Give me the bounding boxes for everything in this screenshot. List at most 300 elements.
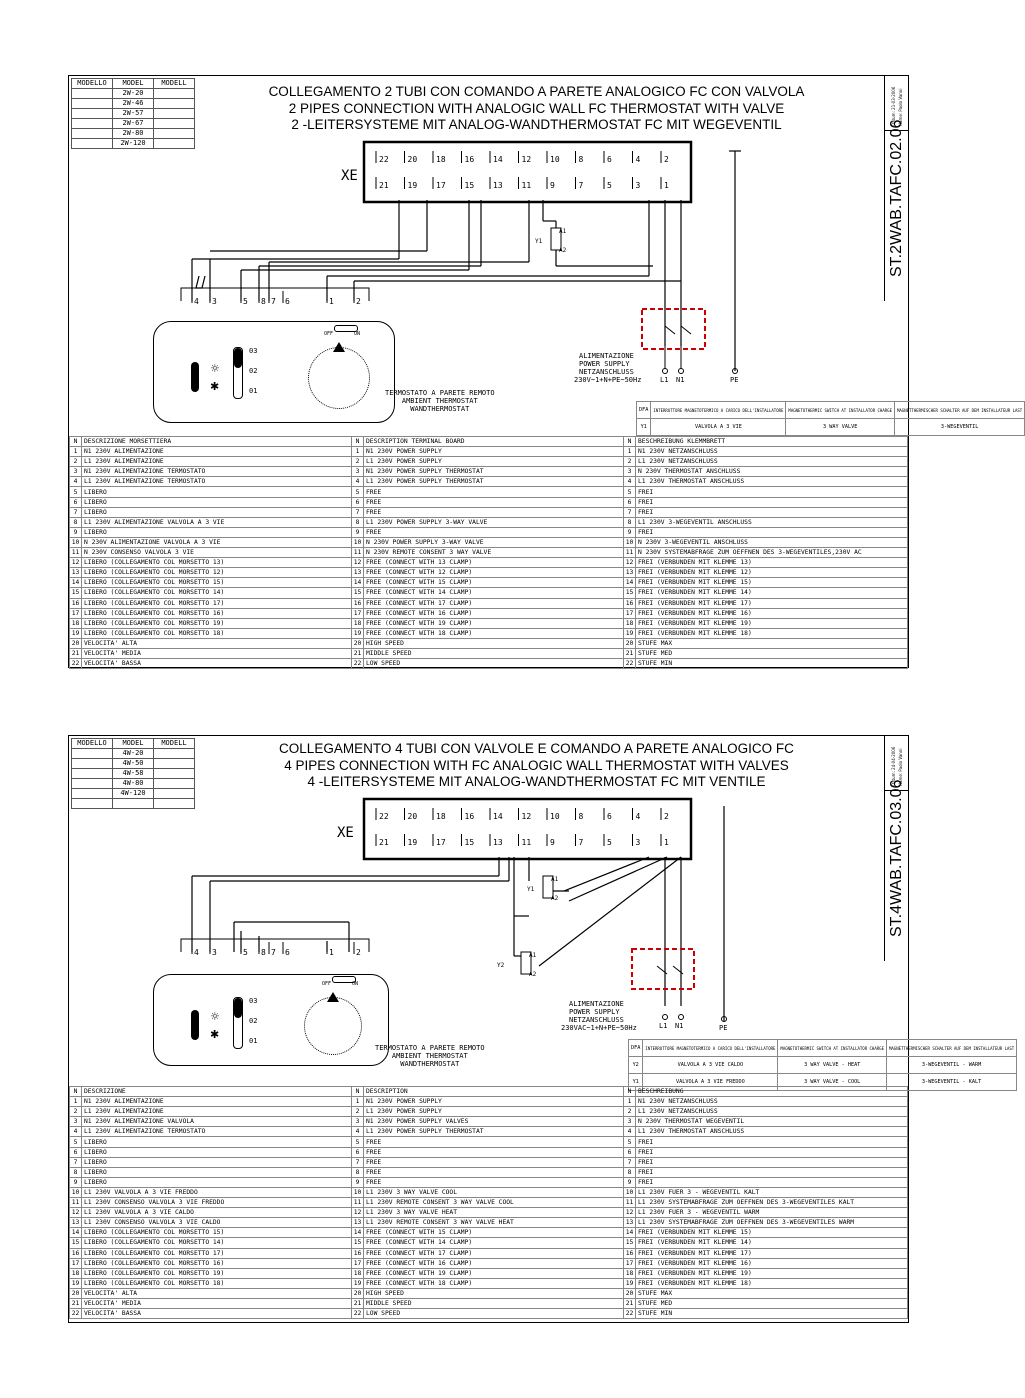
terminal-number-cell: 14 bbox=[352, 1228, 364, 1238]
description-cell: FREI bbox=[636, 1167, 908, 1177]
terminal-number: 20 bbox=[407, 812, 418, 821]
description-cell: L1 230V 3-WEGEVENTIL ANSCHLUSS bbox=[636, 517, 908, 527]
xe-label: XE bbox=[341, 168, 358, 184]
switch-head: INTERRUTTORE MAGNETOTERMICO A CARICO DELL'INSTALLATORE bbox=[643, 1040, 778, 1057]
description-cell: FREE (CONNECT WITH 19 CLAMP) bbox=[364, 618, 624, 628]
terminal-number: 18 bbox=[436, 812, 446, 821]
table-row bbox=[70, 477, 908, 487]
terminal-number: 3 bbox=[635, 181, 641, 190]
terminal-number-cell: 17 bbox=[624, 1258, 636, 1268]
description-cell: L1 230V REMOTE CONSENT 3 WAY VALVE COOL bbox=[364, 1198, 624, 1208]
dial-on: ON bbox=[354, 331, 361, 337]
column-header: DESCRIPTION bbox=[364, 1087, 624, 1097]
description-cell: VELOCITA' BASSA bbox=[82, 659, 352, 669]
description-cell: N 230V THERMOSTAT ANSCHLUSS bbox=[636, 467, 908, 477]
table-row bbox=[70, 1298, 908, 1308]
description-cell: STUFE MED bbox=[636, 1298, 908, 1308]
terminal-number-cell: 17 bbox=[352, 608, 364, 618]
dial-off: OFF bbox=[322, 981, 332, 987]
terminal-number-cell: 19 bbox=[624, 628, 636, 638]
wiring-sheet-2-pipes bbox=[68, 75, 1023, 668]
table-row bbox=[70, 507, 908, 517]
speed-label: 02 bbox=[249, 1017, 258, 1025]
power-breaker bbox=[642, 309, 705, 349]
description-cell: FREE (CONNECT WITH 16 CLAMP) bbox=[364, 608, 624, 618]
terminal-number-cell: 17 bbox=[624, 608, 636, 618]
terminal-number-cell: 20 bbox=[624, 1288, 636, 1298]
valve-a1-label: A1 bbox=[559, 228, 567, 235]
terminal-number: 13 bbox=[493, 838, 503, 847]
terminal-number: 5 bbox=[607, 838, 612, 847]
terminal-number-cell: 16 bbox=[70, 1248, 82, 1258]
thermostat-terminal-number: 1 bbox=[329, 948, 334, 957]
terminal-number: 22 bbox=[379, 812, 389, 821]
title-line: 2 -LEITERSYSTEME MIT ANALOG-WANDTHERMOSTAT FC MIT WEGEVENTIL bbox=[291, 117, 782, 132]
description-cell: FREI (VERBUNDEN MIT KLEMME 16) bbox=[636, 608, 908, 618]
terminal-row-bottom bbox=[376, 834, 669, 847]
therm-label-line: AMBIENT THERMOSTAT bbox=[401, 397, 478, 405]
description-cell: FREE bbox=[364, 1147, 624, 1157]
terminal-number: 3 bbox=[635, 838, 641, 847]
terminal-number: 11 bbox=[521, 838, 532, 847]
terminal-number-cell: 8 bbox=[624, 517, 636, 527]
terminal-number-cell: 7 bbox=[70, 1157, 82, 1167]
supply-line: NETZANSCHLUSS bbox=[579, 368, 634, 376]
terminal-number-cell: 9 bbox=[624, 527, 636, 537]
terminal-number-cell: 21 bbox=[70, 648, 82, 658]
table-row bbox=[70, 608, 908, 618]
terminal-number-cell: 8 bbox=[624, 1167, 636, 1177]
terminal-number-cell: 5 bbox=[70, 487, 82, 497]
terminal-number-cell: 15 bbox=[352, 588, 364, 598]
column-header: DESCRIZIONE MORSETTIERA bbox=[82, 437, 352, 447]
model-header: MODEL bbox=[113, 739, 154, 749]
terminal-number: 12 bbox=[521, 155, 532, 164]
description-cell: FREE (CONNECT WITH 14 CLAMP) bbox=[364, 1238, 624, 1248]
description-cell: STUFE MED bbox=[636, 648, 908, 658]
description-cell: LIBERO (COLLEGAMENTO COL MORSETTO 16) bbox=[82, 608, 352, 618]
table-row bbox=[70, 1117, 908, 1127]
supply-line: ALIMENTAZIONE bbox=[569, 1000, 624, 1008]
description-cell: LIBERO (COLLEGAMENTO COL MORSETTO 18) bbox=[82, 628, 352, 638]
table-row bbox=[70, 1309, 908, 1319]
terminal-number-cell: 18 bbox=[70, 1268, 82, 1278]
terminal-number-cell: 17 bbox=[352, 1258, 364, 1268]
terminal-number-cell: 18 bbox=[624, 618, 636, 628]
terminal-number-cell: 10 bbox=[624, 1187, 636, 1197]
valve-a2-label: A2 bbox=[559, 247, 567, 254]
terminal-number-cell: 22 bbox=[352, 659, 364, 669]
terminal-row-top bbox=[376, 808, 669, 821]
terminal-number-cell: 12 bbox=[624, 1208, 636, 1218]
terminal-number-cell: 8 bbox=[352, 517, 364, 527]
description-cell: STUFE MIN bbox=[636, 659, 908, 669]
table-row bbox=[70, 1198, 908, 1208]
description-cell: LIBERO (COLLEGAMENTO COL MORSETTO 17) bbox=[82, 598, 352, 608]
terminal-number: 19 bbox=[407, 181, 418, 190]
terminal-number-cell: 5 bbox=[352, 487, 364, 497]
terminal-number: 22 bbox=[379, 155, 389, 164]
supply-term-l1: L1 bbox=[659, 1022, 668, 1030]
drawing-code-box: Datum: 24-04-2006 Name: Paolo Vanni ST.4WAB.TAFC.03.06 bbox=[884, 736, 908, 961]
terminal-number-cell: 15 bbox=[624, 588, 636, 598]
description-cell: FREI (VERBUNDEN MIT KLEMME 17) bbox=[636, 1248, 908, 1258]
title-line: 2 PIPES CONNECTION WITH ANALOGIC WALL FC THERMOSTAT WITH VALVE bbox=[288, 100, 785, 116]
terminal-number-cell: 16 bbox=[352, 598, 364, 608]
table-row bbox=[70, 527, 908, 537]
terminal-number-cell: 22 bbox=[352, 1309, 364, 1319]
terminal-number-cell: 3 bbox=[70, 467, 82, 477]
terminal-number-cell: 11 bbox=[624, 548, 636, 558]
valve-a1-label: A1 bbox=[529, 952, 537, 959]
description-cell: LIBERO (COLLEGAMENTO COL MORSETTO 19) bbox=[82, 1268, 352, 1278]
description-cell: LIBERO bbox=[82, 1177, 352, 1187]
column-header: DESCRIZIONE bbox=[82, 1087, 352, 1097]
fan-speed-slider[interactable] bbox=[233, 347, 243, 399]
table-row bbox=[70, 1167, 908, 1177]
description-cell: FREE (CONNECT WITH 13 CLAMP) bbox=[364, 558, 624, 568]
therm-label-line: TERMOSTATO A PARETE REMOTO bbox=[385, 389, 495, 397]
switch-cell: Y1 bbox=[629, 1074, 643, 1091]
model-header: MODELL bbox=[154, 79, 195, 89]
description-cell: FREI (VERBUNDEN MIT KLEMME 14) bbox=[636, 588, 908, 598]
thermostat-label bbox=[375, 1044, 485, 1068]
switch-table bbox=[628, 1039, 1017, 1091]
season-switch[interactable] bbox=[191, 1010, 199, 1040]
thermostat-terminal-number: 6 bbox=[285, 297, 290, 306]
switch-table bbox=[636, 401, 1025, 436]
terminal-number-cell: 2 bbox=[70, 457, 82, 467]
n-header: N bbox=[70, 1087, 82, 1097]
description-cell: LIBERO (COLLEGAMENTO COL MORSETTO 12) bbox=[82, 568, 352, 578]
speed-label: 01 bbox=[249, 1037, 258, 1045]
valve-y1-label: Y1 bbox=[527, 886, 535, 893]
description-cell: FREI (VERBUNDEN MIT KLEMME 17) bbox=[636, 598, 908, 608]
terminal-description-table bbox=[69, 436, 908, 669]
supply-line: POWER SUPPLY bbox=[579, 360, 630, 368]
terminal-number-cell: 7 bbox=[352, 507, 364, 517]
description-cell: LIBERO (COLLEGAMENTO COL MORSETTO 15) bbox=[82, 578, 352, 588]
switch-head: MAGNETOTHERMIC SWITCH AT INSTALLATOR CHARGE bbox=[778, 1040, 887, 1057]
terminal-block-xe bbox=[364, 142, 691, 202]
terminal-number-cell: 6 bbox=[352, 497, 364, 507]
sun-icon: ☼ bbox=[210, 362, 220, 375]
terminal-number-cell: 1 bbox=[624, 447, 636, 457]
terminal-number-cell: 10 bbox=[70, 537, 82, 547]
description-cell: L1 230V THERMOSTAT ANSCHLUSS bbox=[636, 1127, 908, 1137]
terminal-number-cell: 15 bbox=[352, 1238, 364, 1248]
table-row bbox=[70, 1238, 908, 1248]
terminal-number-cell: 21 bbox=[624, 1298, 636, 1308]
n-header: N bbox=[70, 437, 82, 447]
snowflake-icon: ✱ bbox=[210, 1028, 220, 1041]
table-row bbox=[70, 1177, 908, 1187]
temperature-dial[interactable] bbox=[308, 347, 370, 409]
terminal-number-cell: 16 bbox=[352, 1248, 364, 1258]
description-cell: L1 230V CONSENSO VALVOLA 3 VIE CALDO bbox=[82, 1218, 352, 1228]
table-row bbox=[70, 618, 908, 628]
description-cell: LIBERO bbox=[82, 1147, 352, 1157]
description-cell: FREI bbox=[636, 487, 908, 497]
description-cell: LIBERO (COLLEGAMENTO COL MORSETTO 19) bbox=[82, 618, 352, 628]
model-cell: 2W-46 bbox=[113, 99, 154, 109]
description-cell: LIBERO bbox=[82, 1167, 352, 1177]
terminal-number: 20 bbox=[407, 155, 418, 164]
table-row bbox=[70, 517, 908, 527]
terminal-number: 14 bbox=[493, 155, 503, 164]
date-label: Datum: 21-03-2006 bbox=[891, 86, 896, 126]
description-cell: N1 230V NETZANSCHLUSS bbox=[636, 447, 908, 457]
description-cell: L1 230V ALIMENTAZIONE TERMOSTATO bbox=[82, 477, 352, 487]
title-line: COLLEGAMENTO 4 TUBI CON VALVOLE E COMANDO A PARETE ANALOGICO FC bbox=[279, 741, 794, 756]
terminal-number-cell: 22 bbox=[70, 1309, 82, 1319]
description-cell: FREE (CONNECT WITH 17 CLAMP) bbox=[364, 1248, 624, 1258]
supply-term-pe: PE bbox=[730, 376, 739, 384]
switch-head: DFA bbox=[637, 402, 651, 419]
description-cell: FREE bbox=[364, 497, 624, 507]
thermostat-terminal-number: 8 bbox=[261, 948, 266, 957]
terminal-number-cell: 3 bbox=[624, 467, 636, 477]
terminal-number-cell: 6 bbox=[70, 1147, 82, 1157]
dial-on: ON bbox=[352, 981, 359, 987]
switch-cell: 3 WAY VALVE - HEAT bbox=[778, 1057, 887, 1074]
supply-line: POWER SUPPLY bbox=[569, 1008, 620, 1016]
terminal-number-cell: 22 bbox=[624, 659, 636, 669]
therm-label-line: AMBIENT THERMOSTAT bbox=[391, 1052, 468, 1060]
thermostat-terminal-number: 5 bbox=[243, 948, 248, 957]
terminal-number-cell: 5 bbox=[624, 1137, 636, 1147]
on-off-switch[interactable] bbox=[332, 976, 356, 983]
switch-head: MAGNETTHERMISCHER SCHALTER AUF DEM INSTALLATEUR LAST bbox=[886, 1040, 1016, 1057]
table-row bbox=[70, 588, 908, 598]
description-cell: N1 230V POWER SUPPLY bbox=[364, 447, 624, 457]
sun-icon: ☼ bbox=[210, 1010, 220, 1023]
description-cell: STUFE MAX bbox=[636, 638, 908, 648]
terminal-number-cell: 21 bbox=[352, 648, 364, 658]
description-cell: FREI bbox=[636, 507, 908, 517]
description-cell: N 230V POWER SUPPLY 3-WAY VALVE bbox=[364, 537, 624, 547]
table-row bbox=[70, 1107, 908, 1117]
description-cell: LIBERO bbox=[82, 497, 352, 507]
terminal-number-cell: 18 bbox=[70, 618, 82, 628]
terminal-number-cell: 11 bbox=[624, 1198, 636, 1208]
description-cell: LIBERO bbox=[82, 1157, 352, 1167]
terminal-number-cell: 9 bbox=[352, 527, 364, 537]
table-row bbox=[70, 457, 908, 467]
model-header: MODEL bbox=[113, 79, 154, 89]
therm-label-line: WANDTHERMOSTAT bbox=[400, 1060, 460, 1068]
terminal-number-cell: 16 bbox=[624, 1248, 636, 1258]
table-row bbox=[70, 558, 908, 568]
description-cell: FREE bbox=[364, 527, 624, 537]
description-cell: N 230V CONSENSO VALVOLA 3 VIE bbox=[82, 548, 352, 558]
switch-head: MAGNETOTHERMIC SWITCH AT INSTALLATOR CHARGE bbox=[786, 402, 895, 419]
terminal-number-cell: 14 bbox=[624, 1228, 636, 1238]
supply-line: ALIMENTAZIONE bbox=[579, 352, 634, 360]
table-row bbox=[70, 1278, 908, 1288]
description-cell: L1 230V SYSTEMABFRAGE ZUM OEFFNEN DES 3-WEGEVENTILES KALT bbox=[636, 1198, 908, 1208]
terminal-number: 1 bbox=[664, 181, 669, 190]
terminal-number-cell: 3 bbox=[624, 1117, 636, 1127]
switch-head: MAGNETTHERMISCHER SCHALTER AUF DEM INSTALLATEUR LAST bbox=[894, 402, 1024, 419]
terminal-number: 18 bbox=[436, 155, 446, 164]
description-cell: N1 230V ALIMENTAZIONE bbox=[82, 447, 352, 457]
terminal-number-cell: 2 bbox=[70, 1107, 82, 1117]
thermostat-terminal-number: 4 bbox=[194, 297, 199, 306]
title-line: 4 -LEITERSYSTEME MIT ANALOG-WANDTHERMOSTAT FC MIT VENTILE bbox=[307, 774, 766, 789]
terminal-number: 19 bbox=[407, 838, 418, 847]
description-cell: L1 230V POWER SUPPLY THERMOSTAT bbox=[364, 477, 624, 487]
terminal-number-cell: 1 bbox=[352, 447, 364, 457]
terminal-number-cell: 11 bbox=[70, 1198, 82, 1208]
terminal-number: 16 bbox=[464, 812, 475, 821]
description-cell: N1 230V ALIMENTAZIONE VALVOLA bbox=[82, 1117, 352, 1127]
table-row bbox=[70, 537, 908, 547]
description-cell: LIBERO bbox=[82, 527, 352, 537]
therm-label-line: TERMOSTATO A PARETE REMOTO bbox=[375, 1044, 485, 1052]
table-row bbox=[70, 487, 908, 497]
snowflake-icon: ✱ bbox=[210, 380, 220, 393]
table-row bbox=[70, 1268, 908, 1278]
terminal-number-cell: 13 bbox=[624, 1218, 636, 1228]
terminal-number: 13 bbox=[493, 181, 503, 190]
column-header: BESCHREIBUNG KLEMMBRETT bbox=[636, 437, 908, 447]
terminal-number-cell: 2 bbox=[624, 1107, 636, 1117]
terminal-number: 4 bbox=[635, 155, 641, 164]
switch-cell: VALVOLA A 3 VIE FREDDO bbox=[643, 1074, 778, 1091]
on-off-switch[interactable] bbox=[334, 325, 358, 332]
supply-line: 230VAC~1+N+PE~50Hz bbox=[561, 1024, 637, 1032]
terminal-number-cell: 7 bbox=[352, 1157, 364, 1167]
terminal-number-cell: 16 bbox=[624, 598, 636, 608]
terminal-number-cell: 14 bbox=[352, 578, 364, 588]
terminal-number-cell: 22 bbox=[70, 659, 82, 669]
description-cell: FREI (VERBUNDEN MIT KLEMME 13) bbox=[636, 558, 908, 568]
date-label: Datum: 24-04-2006 bbox=[891, 746, 896, 786]
terminal-number-cell: 4 bbox=[352, 477, 364, 487]
supply-term-l1: L1 bbox=[660, 376, 669, 384]
terminal-number-cell: 10 bbox=[352, 537, 364, 547]
terminal-number-cell: 13 bbox=[352, 568, 364, 578]
n-header: N bbox=[624, 437, 636, 447]
terminal-row-bottom bbox=[376, 177, 669, 190]
description-cell: FREI (VERBUNDEN MIT KLEMME 14) bbox=[636, 1238, 908, 1248]
model-cell: 2W-120 bbox=[113, 139, 154, 149]
terminal-number-cell: 4 bbox=[624, 477, 636, 487]
fan-speed-slider[interactable] bbox=[233, 997, 243, 1049]
wall-thermostat bbox=[153, 321, 395, 423]
thermostat-terminals bbox=[192, 942, 361, 957]
table-row bbox=[70, 628, 908, 638]
table-row bbox=[70, 1097, 908, 1107]
author-label: Name: Paolo Vanni bbox=[898, 748, 903, 786]
description-cell: MIDDLE SPEED bbox=[364, 1298, 624, 1308]
terminal-number-cell: 20 bbox=[70, 638, 82, 648]
terminal-number-cell: 13 bbox=[70, 1218, 82, 1228]
speed-label: 03 bbox=[249, 997, 258, 1005]
terminal-number-cell: 18 bbox=[624, 1268, 636, 1278]
table-row bbox=[70, 1127, 908, 1137]
terminal-number-cell: 16 bbox=[70, 598, 82, 608]
n-header: N bbox=[624, 1087, 636, 1097]
thermostat-terminal-number: 1 bbox=[329, 297, 334, 306]
terminal-number-cell: 1 bbox=[70, 447, 82, 457]
table-row bbox=[70, 1288, 908, 1298]
speed-label: 02 bbox=[249, 367, 258, 375]
table-row bbox=[70, 497, 908, 507]
model-cell: 2W-20 bbox=[113, 89, 154, 99]
terminal-number: 21 bbox=[379, 181, 389, 190]
terminal-number-cell: 3 bbox=[352, 467, 364, 477]
terminal-number-cell: 15 bbox=[624, 1238, 636, 1248]
description-cell: L1 230V VALVOLA A 3 VIE FREDDO bbox=[82, 1187, 352, 1197]
description-cell: FREI bbox=[636, 1177, 908, 1187]
description-cell: N1 230V ALIMENTAZIONE bbox=[82, 1097, 352, 1107]
dial-off: OFF bbox=[324, 331, 334, 337]
terminal-number: 16 bbox=[464, 155, 475, 164]
switch-cell: VALVOLA A 3 VIE bbox=[651, 419, 786, 436]
description-cell: LIBERO bbox=[82, 507, 352, 517]
terminal-number-cell: 11 bbox=[70, 548, 82, 558]
description-cell: FREE bbox=[364, 1167, 624, 1177]
description-cell: FREE (CONNECT WITH 16 CLAMP) bbox=[364, 1258, 624, 1268]
terminal-number-cell: 8 bbox=[70, 1167, 82, 1177]
season-switch[interactable] bbox=[191, 362, 199, 392]
description-cell: LOW SPEED bbox=[364, 1309, 624, 1319]
description-cell: LIBERO (COLLEGAMENTO COL MORSETTO 15) bbox=[82, 1228, 352, 1238]
supply-line: NETZANSCHLUSS bbox=[569, 1016, 624, 1024]
description-cell: VELOCITA' ALTA bbox=[82, 638, 352, 648]
terminal-number-cell: 12 bbox=[70, 1208, 82, 1218]
terminal-number-cell: 4 bbox=[70, 477, 82, 487]
description-cell: L1 230V NETZANSCHLUSS bbox=[636, 1107, 908, 1117]
terminal-number-cell: 14 bbox=[624, 578, 636, 588]
terminal-number: 7 bbox=[578, 181, 584, 190]
terminal-number: 15 bbox=[464, 181, 475, 190]
table-row bbox=[70, 447, 908, 457]
description-cell: LIBERO (COLLEGAMENTO COL MORSETTO 17) bbox=[82, 1248, 352, 1258]
terminal-number-cell: 4 bbox=[624, 1127, 636, 1137]
supply-term-n1: N1 bbox=[675, 1022, 684, 1030]
terminal-number-cell: 14 bbox=[70, 578, 82, 588]
terminal-number: 10 bbox=[550, 155, 560, 164]
description-cell: LIBERO (COLLEGAMENTO COL MORSETTO 14) bbox=[82, 588, 352, 598]
column-header: DESCRIPTION TERMINAL BOARD bbox=[364, 437, 624, 447]
description-cell: L1 230V FUER 3 - WEGEVENTIL KALT bbox=[636, 1187, 908, 1197]
description-cell: N1 230V POWER SUPPLY bbox=[364, 1097, 624, 1107]
terminal-number-cell: 15 bbox=[70, 588, 82, 598]
therm-label-line: WANDTHERMOSTAT bbox=[410, 405, 470, 413]
terminal-number: 1 bbox=[664, 838, 669, 847]
description-cell: L1 230V POWER SUPPLY THERMOSTAT bbox=[364, 1127, 624, 1137]
temperature-dial[interactable] bbox=[304, 997, 362, 1055]
power-breaker bbox=[632, 949, 694, 989]
description-cell: FREI bbox=[636, 1157, 908, 1167]
terminal-description-table bbox=[69, 1086, 908, 1319]
terminal-number: 17 bbox=[436, 181, 446, 190]
terminal-number: 6 bbox=[607, 155, 612, 164]
terminal-number: 14 bbox=[493, 812, 503, 821]
terminal-number-cell: 12 bbox=[70, 558, 82, 568]
n-header: N bbox=[352, 437, 364, 447]
thermostat-terminal-number: 8 bbox=[261, 297, 266, 306]
table-row bbox=[70, 1208, 908, 1218]
title-line: 4 PIPES CONNECTION WITH FC ANALOGIC WALL THERMOSTAT WITH VALVES bbox=[284, 757, 789, 773]
terminal-number-cell: 6 bbox=[624, 497, 636, 507]
terminal-number: 9 bbox=[550, 838, 555, 847]
switch-cell: 3-WEGEVENTIL bbox=[894, 419, 1024, 436]
thermostat-terminals bbox=[192, 291, 361, 306]
